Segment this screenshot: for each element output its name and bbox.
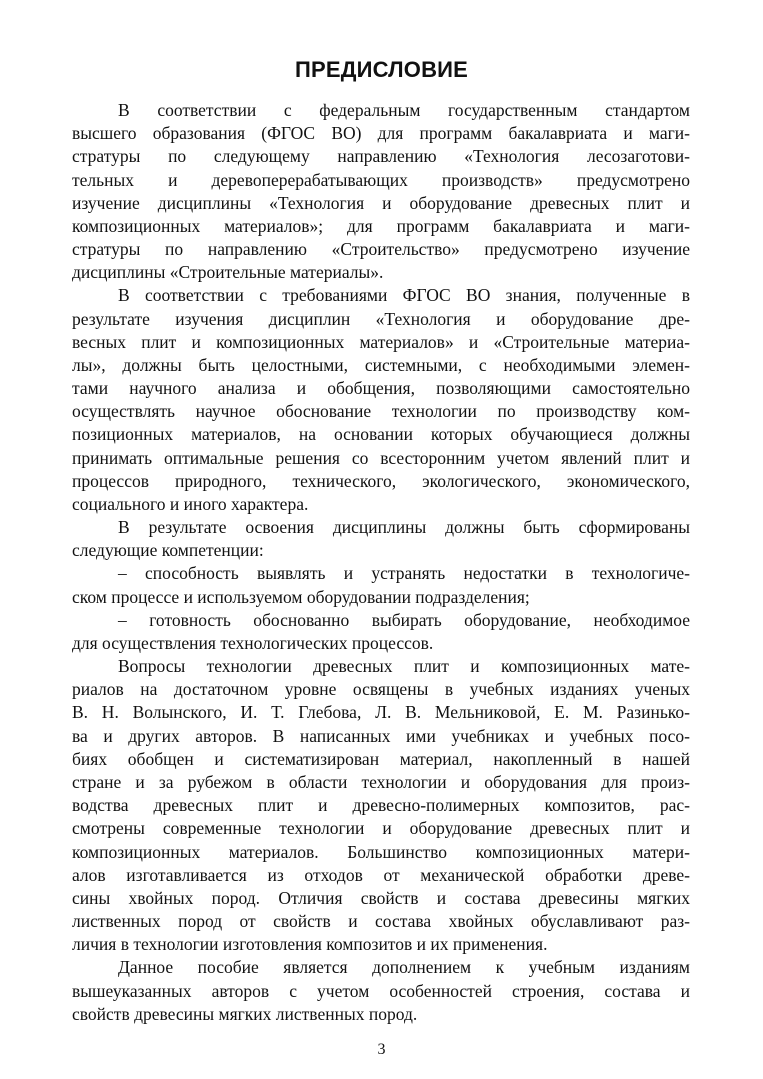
text-line: стратуры по направлению «Строительство» предусмотрено изучение <box>72 239 690 260</box>
text-line: В соответствии с требованиями ФГОС ВО знания, полученные в <box>118 285 690 306</box>
text-line: смотрены современные технологии и оборудование древесных плит и <box>72 818 690 839</box>
text-line: лиственных пород от свойств и состава хвойных обуславливают раз- <box>72 911 690 932</box>
text-line: биях обобщен и систематизирован материал, накопленный в нашей <box>72 748 690 769</box>
page-number: 3 <box>377 1041 386 1058</box>
paragraph <box>72 956 690 1026</box>
text-line: социального и иного характера. <box>72 493 309 514</box>
text-line: В результате освоения дисциплины должны быть сформированы <box>118 517 690 538</box>
text-line: для осуществления технологических процессов. <box>72 632 434 653</box>
text-line: изучение дисциплины «Технология и оборудование древесных плит и <box>72 192 690 213</box>
text-line: водства древесных плит и древесно-полимерных композитов, рас- <box>72 795 690 816</box>
text-line: стране и за рубежом в области технологии и оборудования для произ- <box>72 771 690 792</box>
text-line: В соответствии с федеральным государственным стандартом <box>118 100 690 120</box>
text-line: сины хвойных пород. Отличия свойств и состава древесины мягких <box>72 887 690 908</box>
text-line: процессов природного, технического, экологического, экономического, <box>72 470 690 491</box>
text-line: композиционных материалов. Большинство композиционных матери- <box>72 841 690 862</box>
text-line: весных плит и композиционных материалов» и «Строительные материа- <box>72 331 690 352</box>
text-line: следующие компетенции: <box>72 540 264 561</box>
text-line: тельных и деревоперерабатывающих производств» предусмотрено <box>72 169 690 190</box>
text-line: риалов на достаточном уровне освящены в учебных изданиях ученых <box>72 679 690 700</box>
text-line: вышеуказанных авторов с учетом особенностей строения, состава и <box>72 980 690 1001</box>
text-line: осуществлять научное обоснование технологии по производству ком- <box>72 401 690 422</box>
text-line: – способность выявлять и устранять недостатки в технологиче- <box>118 563 690 584</box>
text-line: стратуры по следующему направлению «Технология лесозаготови- <box>72 146 690 167</box>
paragraph <box>72 99 690 284</box>
text-line: Вопросы технологии древесных плит и композиционных мате- <box>118 656 690 677</box>
text-line: высшего образования (ФГОС ВО) для программ бакалавриата и маги- <box>72 123 690 144</box>
text-line: ском процессе и используемом оборудовании подразделения; <box>72 586 530 607</box>
text-line: алов изготавливается из отходов от механической обработки древе- <box>72 864 690 885</box>
text-line: дисциплины «Строительные материалы». <box>72 262 384 283</box>
paragraph <box>72 516 690 562</box>
text-line: результате изучения дисциплин «Технология и оборудование дре- <box>72 308 690 329</box>
text-line: В. Н. Волынского, И. Т. Глебова, Л. В. Мельниковой, Е. М. Разинько- <box>72 702 690 723</box>
paragraph <box>72 284 690 516</box>
text-line: Данное пособие является дополнением к учебным изданиям <box>118 957 690 978</box>
text-line: свойств древесины мягких лиственных пород. <box>72 1003 418 1024</box>
paragraph <box>72 655 690 956</box>
text-line: личия в технологии изготовления композитов и их применения. <box>72 934 548 955</box>
text-line: – готовность обоснованно выбирать оборудование, необходимое <box>118 609 690 630</box>
text-line: тами научного анализа и обобщения, позволяющими самостоятельно <box>72 378 690 399</box>
text-line: позиционных материалов, на основании которых обучающиеся должны <box>72 424 690 445</box>
text-line: принимать оптимальные решения со всесторонним учетом явлений плит и <box>72 447 690 468</box>
page-title: ПРЕДИСЛОВИЕ <box>294 57 469 82</box>
paragraph <box>72 562 690 608</box>
text-line: ва и других авторов. В написанных ими учебниках и учебных посо- <box>72 725 690 746</box>
text-line: композиционных материалов»; для программ бакалавриата и маги- <box>72 215 690 236</box>
document-body <box>72 99 690 1026</box>
paragraph <box>72 609 690 655</box>
text-line: лы», должны быть целостными, системными, с необходимыми элемен- <box>72 354 690 375</box>
